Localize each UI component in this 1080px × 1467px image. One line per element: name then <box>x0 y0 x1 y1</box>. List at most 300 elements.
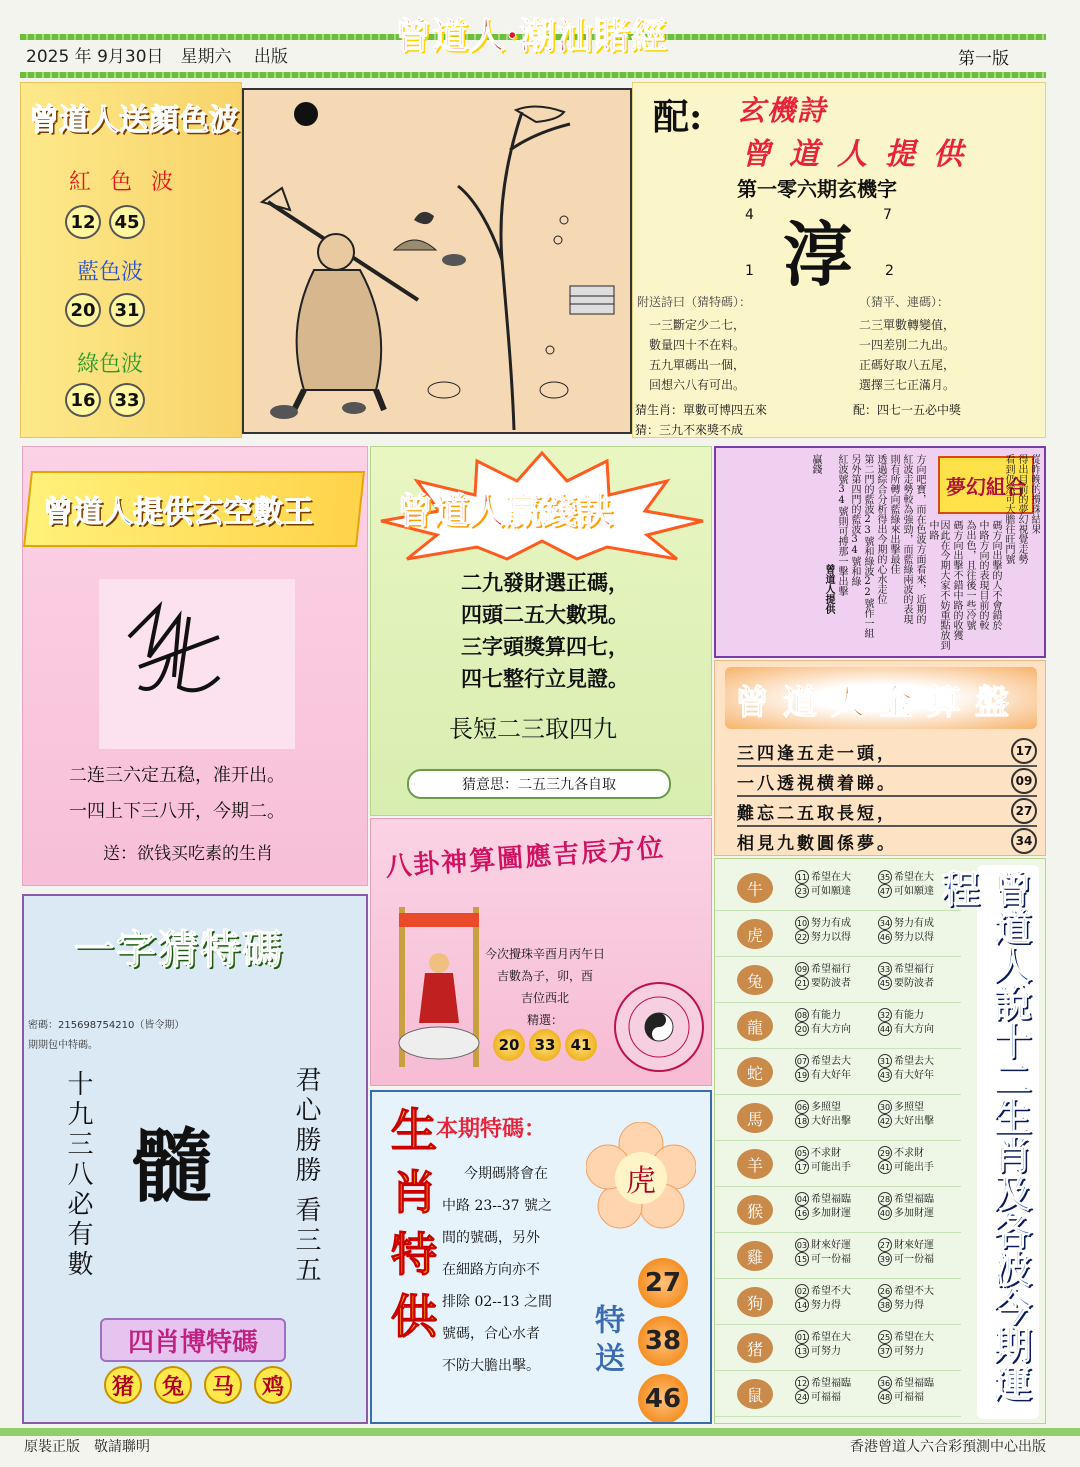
zodiac-fortune-col <box>795 1003 878 1048</box>
fortune-line <box>795 962 878 976</box>
combo-col: 為出色，且往後一些冷號 <box>964 520 975 630</box>
poem-line: 正碼好取八五尾， <box>859 358 956 372</box>
zodiac-special-panel <box>370 1090 712 1424</box>
zodiac-fortune-col <box>795 1233 878 1278</box>
combo-col: 因此在今期大家不妨重點放到中路 <box>927 520 949 650</box>
xuankong-line2: 一四上下三八开，今期二。 <box>69 801 285 822</box>
fortune-number: 23 <box>795 884 809 898</box>
abacus-num: 09 <box>1011 768 1037 794</box>
fortune-line <box>795 1160 878 1174</box>
combo-columns <box>722 454 1040 654</box>
fortune-text: 努力有成 <box>811 917 851 929</box>
fortune-text: 多照望 <box>894 1101 924 1113</box>
fortune-number: 12 <box>795 1376 809 1390</box>
fortune-text: 努力以得 <box>894 931 934 943</box>
fortune-line <box>795 930 878 944</box>
fortune-text: 努力有成 <box>894 917 934 929</box>
fortune-text: 可能出手 <box>894 1161 934 1173</box>
win-line: 二九發財選正碼， <box>461 570 629 595</box>
bagua-line: 精選： <box>526 1013 563 1027</box>
single-right-vertical2: 看三五 <box>291 1196 321 1286</box>
fortune-number: 09 <box>795 962 809 976</box>
xuankong-title: 曾道人提供玄空數王 <box>43 495 313 530</box>
fortune-number: 19 <box>795 1068 809 1082</box>
fortune-line <box>795 1054 878 1068</box>
zodiac-row <box>715 911 961 957</box>
fortune-line <box>795 976 878 990</box>
zodiac-animal-icon <box>715 1049 795 1095</box>
single-big-char: 髓 <box>132 1119 212 1213</box>
flower-zodiac: 虎 <box>626 1164 656 1199</box>
fortune-number: 04 <box>795 1192 809 1206</box>
left-poem-lines <box>649 315 745 395</box>
abacus-text: 一八透視横着睇。 <box>737 773 897 794</box>
zodiac-fortune-col <box>795 1325 878 1370</box>
zodiac-special-text <box>442 1158 552 1382</box>
fortune-number: 48 <box>878 1390 892 1404</box>
win-line: 三字頭獎算四七， <box>461 634 629 659</box>
fortune-number: 39 <box>878 1252 892 1266</box>
handwritten-glyph <box>119 597 229 707</box>
fortune-number: 22 <box>795 930 809 944</box>
zodiac-row <box>715 1095 961 1141</box>
blue-wave-numbers <box>65 293 145 327</box>
fortune-number: 37 <box>878 1344 892 1358</box>
fortune-text: 可一份福 <box>811 1253 851 1265</box>
issue-caption: 第一零六期玄機字 <box>737 177 897 201</box>
special-ball: 46 <box>638 1374 688 1424</box>
fortune-number: 01 <box>795 1330 809 1344</box>
fortune-number: 34 <box>878 916 892 930</box>
fortune-text: 希望福行 <box>811 963 851 975</box>
green-wave-label: 綠色波 <box>77 352 144 377</box>
zodiac-row <box>715 1049 961 1095</box>
fortune-number: 18 <box>795 1114 809 1128</box>
combo-col: 碼方向出擊不錯中路的收獲 <box>951 520 962 640</box>
green-wave-numbers <box>65 383 145 417</box>
corner-number: 7 <box>883 207 892 223</box>
zodiac-animal-name: 虎 <box>737 919 773 949</box>
bagua-wheel <box>611 979 707 1075</box>
win-line: 四七整行立見證。 <box>461 666 629 691</box>
fortune-text: 努力以得 <box>811 931 851 943</box>
zodiac-fortune-col <box>795 1187 878 1232</box>
fortune-text: 努力得 <box>811 1299 841 1311</box>
win-extra: 長短二三取四九 <box>449 715 617 743</box>
fortune-number: 10 <box>795 916 809 930</box>
fortune-number: 07 <box>795 1054 809 1068</box>
combo-col: 則有所轉向藍綠來出擊最佳 <box>888 454 899 574</box>
corner-number: 1 <box>745 263 754 279</box>
combo-col: 紅波號34號則可搏那一擊出擊 <box>836 454 847 596</box>
zodiac-row <box>715 1003 961 1049</box>
bagua-ball: 41 <box>565 1029 597 1061</box>
fortune-number: 13 <box>795 1344 809 1358</box>
fortune-line <box>795 1238 878 1252</box>
zodiac-animal-name: 雞 <box>737 1241 773 1271</box>
zodiac-fortune-col <box>795 1095 878 1140</box>
fortune-text: 希望在大 <box>894 1331 934 1343</box>
single-title: 一字猜特碼 <box>74 926 284 973</box>
fortune-number: 31 <box>878 1054 892 1068</box>
fortune-text: 希望在大 <box>811 871 851 883</box>
bagua-line: 今次攪珠辛酉月丙午日 <box>484 947 605 961</box>
zodiac-animal-icon <box>715 1187 795 1233</box>
zodiac-row <box>715 1141 961 1187</box>
fortune-text: 財來好運 <box>894 1239 934 1251</box>
fortune-line <box>795 884 878 898</box>
fortune-line <box>795 870 878 884</box>
combo-col: 透過綜合分析得出今期的心水走位 <box>875 454 886 604</box>
abacus-row <box>737 767 1037 797</box>
green-ball: 16 <box>65 383 101 417</box>
fortune-line <box>795 1114 878 1128</box>
blue-ball: 20 <box>65 293 101 327</box>
top-stripe-2 <box>20 72 1046 78</box>
fortune-line <box>795 1022 878 1036</box>
poem-line: 二三單數轉變值， <box>859 318 956 332</box>
right-poem-lines <box>859 315 955 395</box>
zodiac-fortune-col <box>795 1371 878 1416</box>
fortune-text: 多加財運 <box>894 1207 934 1219</box>
fortune-text: 可一份福 <box>894 1253 934 1265</box>
special-ball: 38 <box>638 1316 688 1366</box>
combo-col: 從昨晚的攪珠結果 <box>1029 454 1040 534</box>
zodiac-special-heading: 本期特碼： <box>436 1116 547 1142</box>
fortune-line <box>795 1376 878 1390</box>
fortune-text: 財來好運 <box>811 1239 851 1251</box>
twelve-title: 曾道人說十二生肖及各波今期運程 <box>935 869 1032 1401</box>
fortune-number: 08 <box>795 1008 809 1022</box>
fortune-text: 希望去大 <box>811 1055 851 1067</box>
issue-date: 2025 年 9月30日 星期六 出版 <box>26 47 288 67</box>
zodiac-ball: 马 <box>204 1366 242 1404</box>
zodiac-animal-icon <box>715 1095 795 1141</box>
fortune-number: 40 <box>878 1206 892 1220</box>
fortune-text: 不求財 <box>894 1147 924 1159</box>
fortune-text: 努力得 <box>894 1299 924 1311</box>
fortune-number: 21 <box>795 976 809 990</box>
zodiac-animal-name: 蛇 <box>737 1057 773 1087</box>
fortune-text: 大好出擊 <box>811 1115 851 1127</box>
fortune-number: 32 <box>878 1008 892 1022</box>
combo-col: 紅波走勢較為強勁，而藍綠兩波的表現 <box>901 454 912 624</box>
red-wave-label: 紅 色 波 <box>69 170 179 195</box>
abacus-lines <box>737 737 1037 856</box>
fortune-text: 可如願達 <box>811 885 851 897</box>
fortune-number: 16 <box>795 1206 809 1220</box>
four-zodiac-title: 四肖博特碼 <box>100 1318 286 1362</box>
zodiac-ball: 猪 <box>104 1366 142 1404</box>
color-wave-panel <box>20 82 242 438</box>
zodiac-animal-icon <box>715 1325 795 1371</box>
bagua-numbers <box>493 1029 597 1061</box>
ink-illustration <box>242 88 632 434</box>
abacus-text: 難忘二五取長短， <box>737 803 897 824</box>
fortune-text: 希望福臨 <box>894 1193 934 1205</box>
fortune-text: 可努力 <box>811 1345 841 1357</box>
fortune-number: 30 <box>878 1100 892 1114</box>
zodiac-animal-icon <box>715 865 795 911</box>
fortune-number: 43 <box>878 1068 892 1082</box>
fortune-number: 02 <box>795 1284 809 1298</box>
fortune-text: 希望福行 <box>894 963 934 975</box>
fortune-number: 45 <box>878 976 892 990</box>
combo-col: 得出目前的夢幻視覺走勢 <box>1016 454 1027 564</box>
single-note2: 期期包中特碼。 <box>28 1040 98 1051</box>
fortune-number: 42 <box>878 1114 892 1128</box>
single-guess-panel <box>22 894 368 1424</box>
poem-provider: 曾道人提供 <box>741 137 981 172</box>
fortune-text: 希望福臨 <box>894 1377 934 1389</box>
fortune-line <box>795 1284 878 1298</box>
abacus-title: 曾道人金算盤 <box>735 683 1023 723</box>
guess-line: 猜：三九不來獎不成 <box>635 423 744 437</box>
match-line: 配：四七一五必中獎 <box>853 403 962 417</box>
zodiac-animal-name: 鼠 <box>737 1379 773 1409</box>
zodiac-animal-name: 牛 <box>737 873 773 903</box>
abacus-num: 17 <box>1011 738 1037 764</box>
zodiac-row <box>715 1187 961 1233</box>
fortune-text: 有大方向 <box>811 1023 851 1035</box>
fortune-text: 有能力 <box>811 1009 841 1021</box>
zodiac-animal-name: 龍 <box>737 1011 773 1041</box>
footer-left: 原裝正版 敬請聯明 <box>24 1439 150 1455</box>
zodiac-animal-name: 猪 <box>737 1333 773 1363</box>
fortune-text: 希望不大 <box>894 1285 934 1297</box>
fortune-line <box>795 1068 878 1082</box>
poem-line: 一四差別二九出。 <box>859 338 956 352</box>
bagua-info <box>475 943 615 1031</box>
fortune-number: 38 <box>878 1298 892 1312</box>
zodiac-row <box>715 1279 961 1325</box>
fortune-line <box>795 916 878 930</box>
color-wave-title: 曾道人送顏色波 <box>29 103 239 138</box>
fortune-line <box>795 1192 878 1206</box>
combo-panel <box>714 446 1046 658</box>
fortune-number: 20 <box>795 1022 809 1036</box>
special-line: 今期碼將會在 <box>464 1166 548 1182</box>
fortune-text: 有能力 <box>894 1009 924 1021</box>
fortune-text: 多加財運 <box>811 1207 851 1219</box>
fortune-text: 希望不大 <box>811 1285 851 1297</box>
poem-line: 數量四十不在料。 <box>649 338 746 352</box>
single-right-vertical1: 君心勝勝 <box>291 1066 321 1186</box>
abacus-num: 27 <box>1011 798 1037 824</box>
fortune-number: 24 <box>795 1390 809 1404</box>
combo-col: 中路方向的表現目前的較 <box>977 520 988 630</box>
abacus-row <box>737 797 1037 827</box>
fortune-number: 46 <box>878 930 892 944</box>
fortune-text: 可努力 <box>894 1345 924 1357</box>
fortune-number: 41 <box>878 1160 892 1174</box>
fortune-text: 希望去大 <box>894 1055 934 1067</box>
corner-number: 2 <box>885 263 894 279</box>
fortune-number: 28 <box>878 1192 892 1206</box>
twelve-zodiac-panel <box>714 858 1046 1424</box>
mystery-character: 淳 <box>783 213 853 296</box>
fortune-text: 希望福臨 <box>811 1193 851 1205</box>
zodiac-animal-icon <box>715 1371 795 1417</box>
xuankong-panel <box>22 446 368 886</box>
bagua-line: 吉數為子，卯，酉 <box>496 969 593 983</box>
special-line: 中路 23--37 號之 <box>442 1198 552 1214</box>
fortune-text: 可福福 <box>811 1391 841 1403</box>
red-ball: 12 <box>65 205 101 239</box>
fortune-text: 有大好年 <box>811 1069 851 1081</box>
zodiac-ball: 兔 <box>154 1366 192 1404</box>
fortune-text: 有大好年 <box>894 1069 934 1081</box>
special-line: 間的號碼，另外 <box>442 1230 540 1246</box>
fortune-number: 06 <box>795 1100 809 1114</box>
zodiac-fortune-col <box>795 1279 878 1324</box>
fortune-line <box>795 1100 878 1114</box>
poem-title: 玄機詩 <box>737 94 828 127</box>
win-line: 四頭二五大數現。 <box>461 602 629 627</box>
special-line: 在細路方向亦不 <box>442 1262 540 1278</box>
fortune-line <box>795 1344 878 1358</box>
combo-col: 第二門的藍波23號和綠波22號作一組 <box>862 454 873 638</box>
zodiac-fortune-col <box>795 1049 878 1094</box>
combo-col: 贏錢 <box>810 454 821 474</box>
fortune-number: 27 <box>878 1238 892 1252</box>
zodiac-fortune-col <box>795 911 878 956</box>
poem-line: 五九單碼出一個， <box>649 358 746 372</box>
masthead-title: 曾道人·潮汕賭經 <box>395 15 668 57</box>
zodiac-fortune-col <box>795 1141 878 1186</box>
fortune-text: 希望福臨 <box>811 1377 851 1389</box>
edition-label: 第一版 <box>958 49 1009 69</box>
abacus-panel <box>714 660 1046 856</box>
fortune-line <box>795 1206 878 1220</box>
xuankong-line1: 二连三六定五稳，准开出。 <box>69 765 285 786</box>
fortune-number: 47 <box>878 884 892 898</box>
corner-number: 4 <box>745 207 754 223</box>
green-ball: 33 <box>109 383 145 417</box>
combo-col: 方向吧寶，而在色波方面看來，近期的 <box>914 454 925 624</box>
special-line: 排除 02--13 之間 <box>442 1294 552 1310</box>
fortune-line <box>795 1298 878 1312</box>
combo-badge: 夢幻組合 <box>938 456 1034 514</box>
zodiac-animal-icon <box>715 1141 795 1187</box>
fortune-number: 35 <box>878 870 892 884</box>
fortune-text: 大好出擊 <box>894 1115 934 1127</box>
warrior-image <box>389 903 489 1073</box>
zodiac-animal-icon <box>715 911 795 957</box>
fortune-text: 不求財 <box>811 1147 841 1159</box>
zodiac-animal-icon <box>715 1233 795 1279</box>
combo-col: 看到仍然可大膽往旺門號 <box>1003 454 1014 564</box>
special-line: 不防大膽出擊。 <box>442 1358 540 1374</box>
zodiac-animal-name: 猴 <box>737 1195 773 1225</box>
bagua-line: 吉位西北 <box>520 991 569 1005</box>
zodiac-ball: 鸡 <box>254 1366 292 1404</box>
special-send: 特送 <box>589 1304 624 1380</box>
fortune-line <box>795 1008 878 1022</box>
fortune-number: 17 <box>795 1160 809 1174</box>
zodiac-table <box>715 859 961 1424</box>
fortune-number: 11 <box>795 870 809 884</box>
xuankong-line3: 送：欲钱买吃素的生肖 <box>103 844 273 864</box>
zodiac-animal-name: 馬 <box>737 1103 773 1133</box>
win-verses <box>461 567 629 695</box>
zodiac-row <box>715 865 961 911</box>
win-guess: 猜意思：二五三九各自取 <box>407 769 671 799</box>
bagua-panel <box>370 818 712 1086</box>
fortune-line <box>795 1146 878 1160</box>
footer-stripe <box>0 1428 1080 1436</box>
zodiac-animal-name: 兔 <box>737 965 773 995</box>
fortune-number: 29 <box>878 1146 892 1160</box>
single-left-vertical: 十九三八必有數 <box>63 1070 93 1280</box>
bagua-ball: 20 <box>493 1029 525 1061</box>
win-panel <box>370 446 712 816</box>
farmer-sketch <box>244 90 630 432</box>
special-line: 號碼，合心水者 <box>442 1326 540 1342</box>
fortune-number: 25 <box>878 1330 892 1344</box>
fortune-text: 可能出手 <box>811 1161 851 1173</box>
fortune-text: 多照望 <box>811 1101 841 1113</box>
right-poem-heading: （猜平、連碼）： <box>859 295 950 309</box>
special-numbers <box>638 1258 688 1424</box>
poem-line: 回想六八有可出。 <box>649 378 746 392</box>
zodiac-animal-name: 狗 <box>737 1287 773 1317</box>
fortune-number: 03 <box>795 1238 809 1252</box>
abacus-num: 34 <box>1011 828 1037 854</box>
poem-panel <box>632 82 1046 438</box>
guess-zodiac: 猜生肖：單數可博四五來 <box>635 403 768 417</box>
fortune-text: 可福福 <box>894 1391 924 1403</box>
zodiac-row <box>715 1233 961 1279</box>
fortune-line <box>795 1390 878 1404</box>
fortune-text: 可如願達 <box>894 885 934 897</box>
special-ball: 27 <box>638 1258 688 1308</box>
zodiac-fortune-col <box>795 957 878 1002</box>
abacus-row <box>737 737 1037 767</box>
fortune-text: 要防波者 <box>894 977 934 989</box>
fortune-text: 希望在大 <box>811 1331 851 1343</box>
single-note1: 密碼：215698754210（皆令期） <box>28 1020 185 1031</box>
fortune-text: 希望在大 <box>894 871 934 883</box>
zodiac-animal-name: 羊 <box>737 1149 773 1179</box>
poem-line: 一三斷定少二七， <box>649 318 746 332</box>
pei-label: 配: <box>653 96 703 138</box>
fortune-line <box>795 1330 878 1344</box>
zodiac-animal-icon <box>715 1003 795 1049</box>
left-poem-heading: 附送詩曰（猜特碼）： <box>637 295 752 309</box>
abacus-text: 三四逢五走一頭， <box>737 743 897 764</box>
combo-signature: 曾道人提供 <box>823 564 834 614</box>
zodiac-fortune-col <box>795 865 878 910</box>
zodiac-animal-icon <box>715 957 795 1003</box>
bagua-title: 八卦神算圖應吉辰方位 <box>384 833 666 883</box>
bagua-ball: 33 <box>529 1029 561 1061</box>
four-zodiac-list <box>104 1366 292 1404</box>
blue-ball: 31 <box>109 293 145 327</box>
fortune-text: 要防波者 <box>811 977 851 989</box>
zodiac-row <box>715 1325 961 1371</box>
zodiac-special-vertical: 生肖特供 <box>384 1106 438 1354</box>
blue-wave-label: 藍色波 <box>77 260 144 285</box>
fortune-number: 36 <box>878 1376 892 1390</box>
abacus-text: 相見九數圓係夢。 <box>737 833 897 854</box>
fortune-number: 26 <box>878 1284 892 1298</box>
win-title: 曾道人贏錢訣 <box>397 490 614 532</box>
zodiac-row <box>715 1371 961 1417</box>
combo-col: 另外第四門的藍波34號和綠 <box>849 454 860 586</box>
fortune-line <box>795 1252 878 1266</box>
fortune-number: 15 <box>795 1252 809 1266</box>
